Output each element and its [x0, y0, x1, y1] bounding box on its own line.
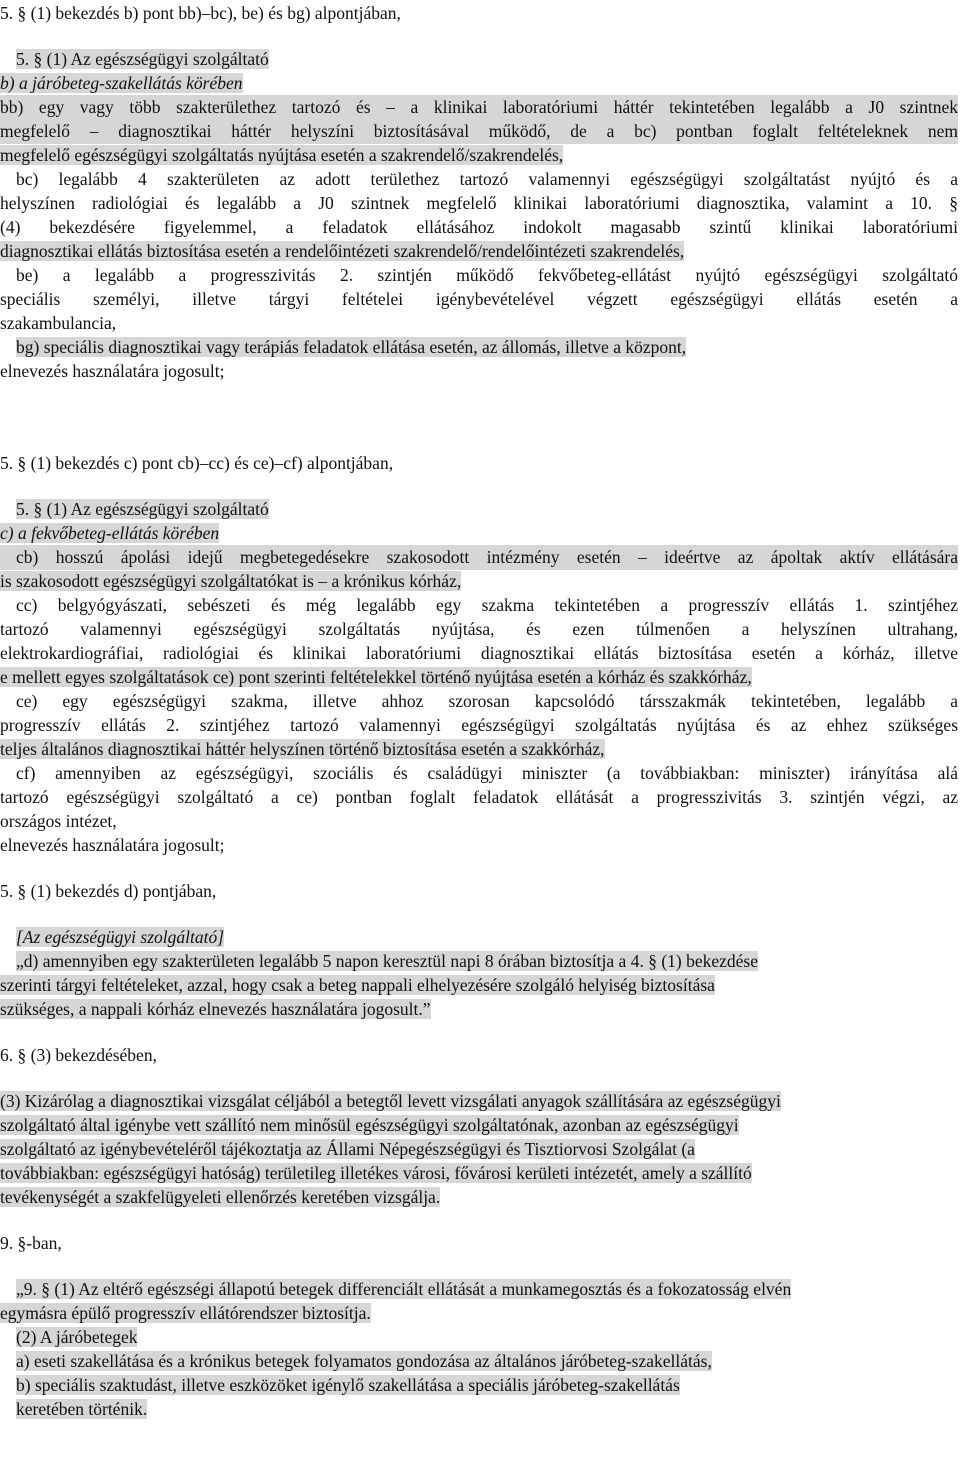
text-line: „d) amennyiben egy szakterületen legalább 5 napon keresztül napi 8 órában biztosítja a 4. § (1) bekezdése — [16, 951, 758, 971]
text-line: szakambulancia, — [0, 313, 117, 333]
text-line: bg) speciális diagnosztikai vagy terápiás feladatok ellátása esetén, az állomás, illetve a központ, — [16, 337, 687, 357]
text-line: szükséges, a nappali kórház elnevezés használatára jogosult.” — [0, 999, 431, 1019]
text-line: cc) belgyógyászati, sebészeti és még legalább egy szakma tekintetében a progresszív ellátás 1. szintjéhez — [16, 595, 958, 615]
text-line: (3) Kizárólag a diagnosztikai vizsgálat céljából a betegtől levett vizsgálati anyagok szállítására az egészségügyi — [0, 1091, 781, 1111]
text-line: speciális személyi, illetve tárgyi feltételei igénybevételével végzett egészségügyi ellátás esetén a — [0, 289, 958, 309]
article-lead: 5. § (1) Az egészségügyi szolgáltató — [16, 499, 269, 519]
text-line: elnevezés használatára jogosult; — [0, 835, 225, 855]
text-line: keretében történik. — [16, 1399, 148, 1419]
section-heading: 9. §-ban, — [0, 1233, 62, 1253]
text-line: (4) bekezdésére figyelemmel, a feladatok ellátásához indokolt magasabb szintű klinikai laboratóriumi — [0, 217, 958, 237]
section-heading: 5. § (1) bekezdés d) pontjában, — [0, 881, 217, 901]
text-line: ce) egy egészségügyi szakma, illetve ahhoz szorosan kapcsolódó társszakmák tekintetében, legalább a — [16, 691, 958, 711]
text-line: b) speciális szaktudást, illetve eszközöket igénylő szakellátása a speciális járóbeteg-szakellátás — [16, 1375, 680, 1395]
text-line: bc) legalább 4 szakterületen az adott területhez tartozó valamennyi egészségügyi szolgáltatást nyújtó és a — [16, 169, 958, 189]
point-title: b) a járóbeteg-szakellátás körében — [0, 73, 243, 93]
text-line: diagnosztikai ellátás biztosítása esetén a rendelőintézeti szakrendelő/rendelőintézeti szakrendelés, — [0, 241, 685, 261]
text-line: tevékenységét a szakfelügyeleti ellenőrzés keretében vizsgálja. — [0, 1187, 441, 1207]
text-line: helyszínen radiológiai és legalább a J0 szintnek megfelelő klinikai laboratóriumi diagnosztika, valamint a 10. § — [0, 193, 958, 213]
text-line: progresszív ellátás 2. szintjéhez tartozó valamennyi egészségügyi szolgáltatás nyújtása és az ehhez szükséges — [0, 715, 958, 735]
text-line: a) eseti szakellátása és a krónikus betegek folyamatos gondozása az általános járóbeteg-szakellátás, — [16, 1351, 712, 1371]
text-line: továbbiakban: egészségügyi hatóság) területileg illetékes városi, fővárosi kerületi intézetét, amely a szállító — [0, 1163, 752, 1183]
text-line: tartozó egészségügyi szolgáltató a ce) pontban foglalt feladatok ellátását a progresszivitás 3. szintjén végzi, az — [0, 787, 958, 807]
text-line: cf) amennyiben az egészségügyi, szociális és családügyi miniszter (a továbbiakban: miniszter) irányítása alá — [16, 763, 958, 783]
text-line: cb) hosszú ápolási idejű megbetegedésekre szakosodott intézmény esetén – ideértve az ápoltak aktív ellátására — [0, 545, 958, 570]
text-line: is szakosodott egészségügyi szolgáltatókat is – a krónikus kórház, — [0, 571, 462, 591]
text-line: egymásra épülő progresszív ellátórendszer biztosítja. — [0, 1303, 371, 1323]
text-line: be) a legalább a progresszivitás 2. szintjén működő fekvőbeteg-ellátást nyújtó egészségügyi szolgáltató — [16, 265, 958, 285]
text-line: megfelelő – diagnosztikai háttér helyszíni biztosításával működő, de a bc) pontban foglalt feltételeknek nem — [0, 119, 958, 144]
section-heading: 5. § (1) bekezdés c) pont cb)–cc) és ce)–cf) alpontjában, — [0, 453, 394, 473]
text-line: teljes általános diagnosztikai háttér helyszínen történő biztosítása esetén a szakkórház, — [0, 739, 605, 759]
section-heading: 6. § (3) bekezdésében, — [0, 1045, 157, 1065]
text-line: elnevezés használatára jogosult; — [0, 361, 225, 381]
paragraph-lead: (2) A járóbetegek — [16, 1327, 138, 1347]
text-line: elektrokardiográfiai, radiológiai és klinikai laboratóriumi diagnosztikai ellátás biztosítása esetén a kórház, illetve — [0, 643, 958, 663]
point-title: c) a fekvőbeteg-ellátás körében — [0, 523, 220, 543]
article-lead: 5. § (1) Az egészségügyi szolgáltató — [16, 49, 269, 69]
text-line: országos intézet, — [0, 811, 117, 831]
text-line: szerinti tárgyi feltételeket, azzal, hogy csak a beteg nappali elhelyezésére szolgáló helyiség biztosítása — [0, 975, 715, 995]
text-line: e mellett egyes szolgáltatások ce) pont szerinti feltételekkel történő nyújtása esetén a kórház és szakkórház, — [0, 667, 752, 687]
text-line: szolgáltató által igénybe vett szállító nem minősül egészségügyi szolgáltatónak, azonban az egészségügyi — [0, 1115, 739, 1135]
section-heading: 5. § (1) bekezdés b) pont bb)–bc), be) és bg) alpontjában, — [0, 3, 401, 23]
text-line: szolgáltató az igénybevételéről tájékoztatja az Állami Népegészségügyi és Tisztiorvosi Szolgálat (a — [0, 1139, 695, 1159]
text-line: tartozó valamennyi egészségügyi szolgáltatás nyújtása, és ezen túlmenően a helyszínen ultrahang, — [0, 619, 958, 639]
text-line: „9. § (1) Az eltérő egészségi állapotú betegek differenciált ellátását a munkamegosztás és a fokozatosság elvén — [16, 1279, 792, 1299]
text-line: bb) egy vagy több szakterülethez tartozó és – a klinikai laboratóriumi háttér tekintetében legalább a J0 szintnek — [0, 95, 958, 120]
text-line: megfelelő egészségügyi szolgáltatás nyújtása esetén a szakrendelő/szakrendelés, — [0, 145, 564, 165]
bracket-lead: [Az egészségügyi szolgáltató] — [16, 927, 225, 947]
